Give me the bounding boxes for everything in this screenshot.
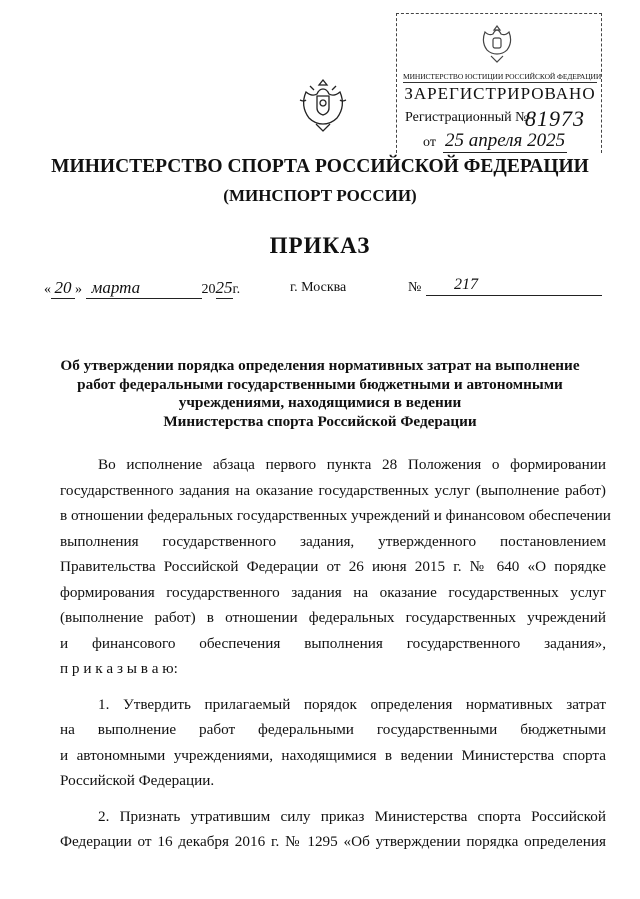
stamp-reg-label: Регистрационный № xyxy=(405,110,529,125)
ministry-short-name: (МИНСПОРТ РОССИИ) xyxy=(223,186,417,205)
registration-stamp xyxy=(396,13,602,153)
stamp-registered: ЗАРЕГИСТРИРОВАНО xyxy=(404,84,596,103)
order-date: « 20 » марта 2025г. xyxy=(44,278,241,297)
stamp-ministry: МИНИСТЕРСТВО ЮСТИЦИИ РОССИЙСКОЙ ФЕДЕРАЦИИ xyxy=(403,72,602,81)
item-1: 1. Утвердить прилагаемый порядок определения нормативных затрат на выполнение работ федеральными государственными бюджетными и автономными учреждениями, находящимися в ведении Министерства спорта Российской Федерации. xyxy=(60,695,606,789)
order-body xyxy=(60,452,611,855)
order-city: г. Москва xyxy=(290,280,347,295)
coat-of-arms-icon xyxy=(296,76,350,134)
order-month: марта xyxy=(86,278,202,299)
preamble: Во исполнение абзаца первого пункта 28 Положения о формировании государственного задания на оказание государственных услуг (выполнение работ) в отношении федеральных государственных учреждений и финансовом обеспечении выполнения государственного задания, утвержденного постановлением Правительства Российской Федерации от 26 июня 2015 г. № 640 «О порядке формирования государственного задания на оказание государственных услуг (выполнение работ) в отношении федеральных государственных учреждений и финансового обеспечения выполнения государственного задания», п р и к а з ы в а ю: xyxy=(60,456,611,677)
order-number-label: № xyxy=(408,280,422,295)
order-number: 217 xyxy=(426,276,602,296)
document-type: ПРИКАЗ xyxy=(269,233,371,258)
item-2: 2. Признать утратившим силу приказ Министерства спорта Российской Федерации от 16 декабря 2016 г. № 1295 «Об утверждении порядка определения xyxy=(60,807,606,850)
ministry-name: МИНИСТЕРСТВО СПОРТА РОССИЙСКОЙ ФЕДЕРАЦИИ xyxy=(51,156,589,177)
order-day: 20 xyxy=(51,278,75,299)
coat-of-arms-icon xyxy=(473,20,521,68)
stamp-from: от xyxy=(423,135,436,150)
stamp-reg-date: 25 апреля 2025 xyxy=(445,130,566,151)
stamp-reg-number: 81973 xyxy=(525,106,585,131)
order-title: Об утверждении порядка определения нормативных затрат на выполнение работ федеральными государственными бюджетными и автономными учреждениями, находящимися в ведении Министерства спорта Российской Федерации xyxy=(60,357,580,430)
order-year: 25 xyxy=(215,278,233,297)
